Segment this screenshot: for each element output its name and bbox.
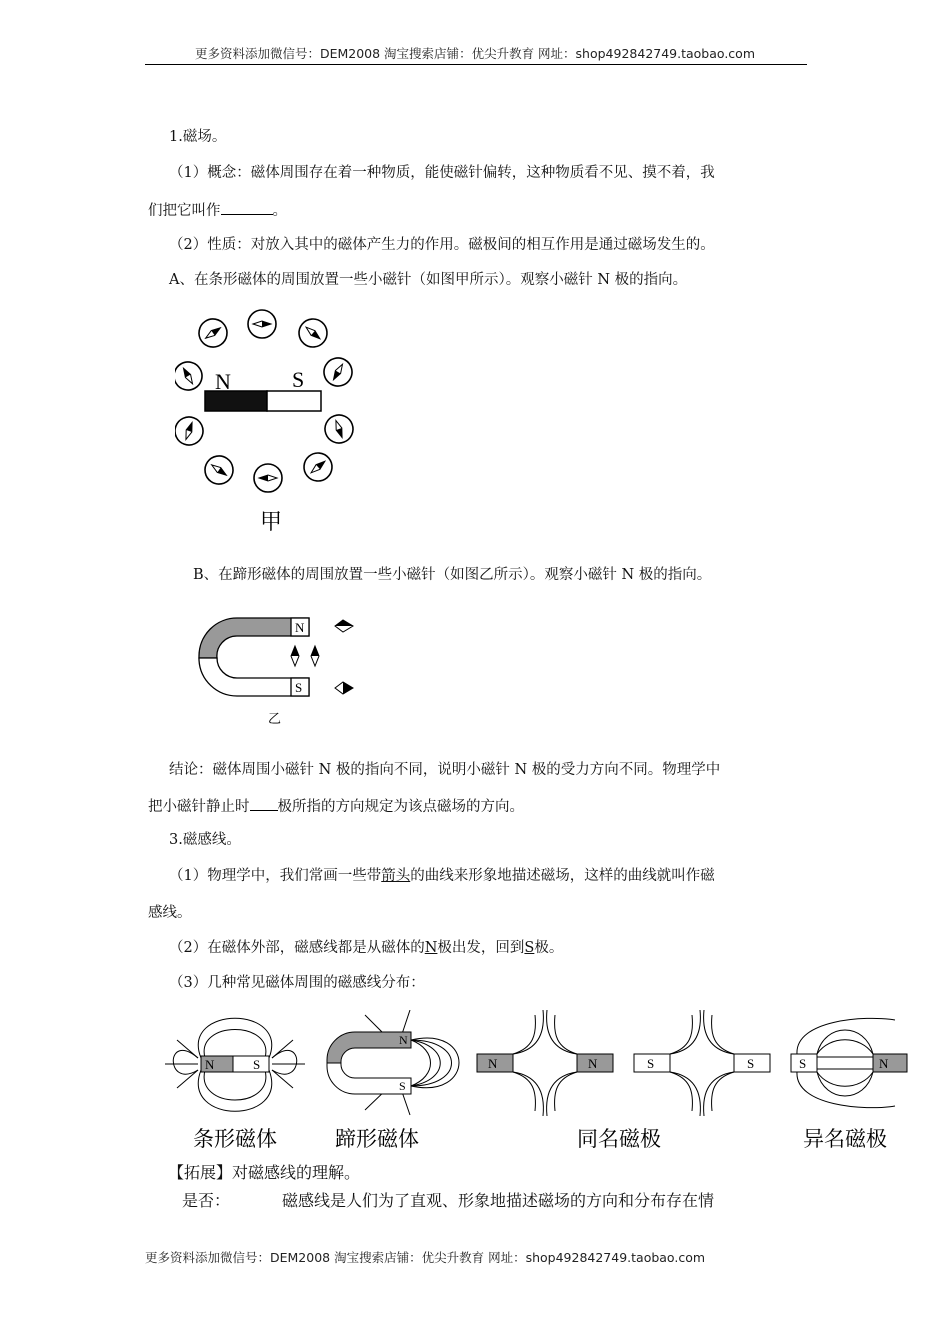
conclusion-line2-post: 极所指的方向规定为该点磁场的方向。 [277,799,524,815]
jia-pole-n: N [215,369,231,394]
item3-line: （3）几种常见磁体周围的磁感线分布： [169,975,425,991]
extension-line-text: 磁感线是人们为了直观、形象地描述磁场的方向和分布存在情 [282,1191,715,1210]
figure-jia-bar-magnet-compasses [175,305,410,535]
field-lines-figures [165,1010,915,1160]
experiment-b-text: B、在蹄形磁体的周围放置一些小磁针（如图乙所示）。观察小磁针 N 极的指向。 [193,567,712,583]
same-s-right: S [747,1056,755,1071]
item2-line [169,938,563,958]
item2-mid: 极出发，回到 [437,940,525,956]
extension-line-pre: 是否： [182,1191,231,1210]
concept-line2-post: 。 [272,203,287,219]
concept-line1: （1）概念：磁体周围存在着一种物质，能使磁针偏转，这种物质看不见、摸不着，我 [169,165,715,181]
horseshoe-field [365,1010,459,1115]
property-line: （2）性质：对放入其中的磁体产生力的作用。磁极间的相互作用是通过磁场发生的。 [169,237,715,253]
item2-n: N [424,940,438,956]
item1-post: 的曲线来形象地描述磁场，这样的曲线就叫作磁 [410,868,715,884]
item2-pre: （2）在磁体外部，磁感线都是从磁体的 [169,940,425,956]
concept-line2-pre: 们把它叫作 [148,203,221,219]
conclusion-answer-blank[interactable] [250,796,278,811]
same-poles-ss-field [670,1010,734,1116]
bar-n: N [205,1057,215,1072]
horseshoe-n: N [399,1033,408,1047]
bar-s: S [253,1057,261,1072]
item1-underlined: 箭头 [381,868,411,884]
item1-pre: （1）物理学中，我们常画一些带 [169,868,382,884]
opposite-poles-label: 异名磁极 [803,1127,887,1151]
section1-title: 1.磁场。 [169,129,227,145]
item2-post: 极。 [534,940,564,956]
experiment-a-text: A、在条形磁体的周围放置一些小磁针（如图甲所示）。观察小磁针 N 极的指向。 [169,272,688,288]
figure-yi-horseshoe-compasses [175,598,360,728]
item1-line1 [169,866,715,886]
extension-title: 【拓展】对磁感线的理解。 [168,1163,361,1182]
jia-pole-s: S [292,367,305,392]
section3-title: 3.磁感线。 [169,832,241,848]
header-divider [145,64,807,65]
same-s-left: S [647,1056,655,1071]
horseshoe-label: 蹄形磁体 [335,1127,419,1151]
same-n-left: N [488,1056,498,1071]
same-n-right: N [588,1056,598,1071]
item1-line2: 感线。 [148,905,192,921]
page-header: 更多资料添加微信号：DEM2008 淘宝搜索店铺：优尖升教育 网址：shop492842749.taobao.com [194,46,756,61]
extension-line [182,1191,714,1211]
opposite-n: N [879,1056,889,1071]
yi-pole-n: N [295,620,305,635]
bar-magnet-label: 条形磁体 [193,1127,277,1151]
conclusion-line2 [148,796,524,817]
same-poles-nn-field [513,1010,577,1116]
concept-answer-blank[interactable] [221,200,273,215]
conclusion-line2-pre: 把小磁针静止时 [148,799,250,815]
opposite-s: S [799,1056,807,1071]
yi-pole-s: S [295,680,303,695]
horseshoe-s: S [399,1079,406,1093]
yi-caption: 乙 [268,712,282,727]
item2-s: S [524,940,535,956]
conclusion-line1: 结论：磁体周围小磁针 N 极的指向不同，说明小磁针 N 极的受力方向不同。物理学中 [169,762,721,778]
page-footer: 更多资料添加微信号：DEM2008 淘宝搜索店铺：优尖升教育 网址：shop492842749.taobao.com [145,1250,706,1265]
jia-caption: 甲 [260,510,283,535]
same-poles-label: 同名磁极 [577,1127,661,1151]
concept-line2 [148,200,287,221]
